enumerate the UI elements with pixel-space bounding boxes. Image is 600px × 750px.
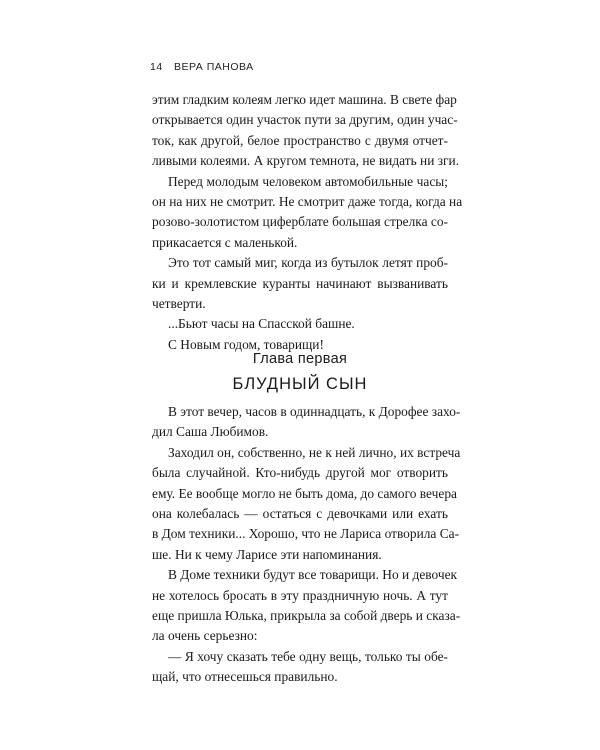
chapter-label: Глава первая [252, 351, 348, 367]
text-line: щай, что отнесешься правильно. [152, 669, 338, 685]
running-head [150, 61, 254, 73]
text-line: В этот вечер, часов в одиннадцать, к Дорофее захо- [168, 404, 461, 419]
text-line: розово-золотистом циферблате большая стрелка со- [152, 214, 448, 230]
text-line: — Я хочу сказать тебе одну вещь, только ты обе- [168, 648, 448, 664]
text-line: Это тот самый миг, когда из бутылок летят проб- [168, 255, 448, 271]
text-line: он на них не смотрит. Не смотрит даже тогда, когда на [152, 193, 463, 209]
text-line: открывается один участок пути за другим, один учас- [152, 112, 458, 128]
text-block-before-chapter [152, 90, 463, 355]
text-line: еще пришла Юлька, прикрыла за собой дверь и сказа- [152, 607, 461, 623]
text-line: ки и кремлевские куранты начинают вызванивать [152, 275, 448, 291]
text-line: прикасается с маленькой. [152, 234, 298, 250]
text-line: этим гладким колеям легко идет машина. В свете фар [152, 92, 457, 107]
text-line: ...Бьют часы на Спасской башне. [168, 316, 355, 332]
text-block-chapter-one [152, 402, 461, 687]
text-line: четверти. [152, 295, 206, 311]
text-line: Заходил он, собственно, не к ней лично, их встреча [168, 444, 461, 460]
text-line: С Новым годом, товарищи! [168, 336, 324, 352]
text-line: В Доме техники будут все товарищи. Но и девочек [168, 567, 458, 583]
text-line: не хотелось бросать в эту праздничную ночь. А тут [152, 587, 448, 603]
text-line: дил Саша Любимов. [152, 424, 269, 440]
text-line: она колебалась — остаться с девочками или ехать [152, 505, 448, 521]
chapter-title: БЛУДНЫЙ СЫН [232, 375, 368, 393]
text-line: ше. Ни к чему Ларисе эти напоминания. [152, 546, 382, 562]
text-line: ла очень серьезно: [152, 628, 258, 644]
text-line: ему. Ее вообще могло не быть дома, до самого вечера [152, 485, 457, 501]
author-name: ВЕРА ПАНОВА [174, 61, 254, 73]
text-line: в Дом техники... Хорошо, что не Лариса отворила Са- [152, 526, 460, 542]
page-number: 14 [150, 61, 163, 73]
text-line: Перед молодым человеком автомобильные часы; [168, 173, 448, 189]
text-line: ток, как другой, белое пространство с двумя отчет- [152, 132, 448, 148]
text-line: ливыми колеями. А кругом темнота, не видать ни зги. [152, 153, 460, 169]
text-line: была случайной. Кто-нибудь другой мог отворить [152, 465, 448, 481]
